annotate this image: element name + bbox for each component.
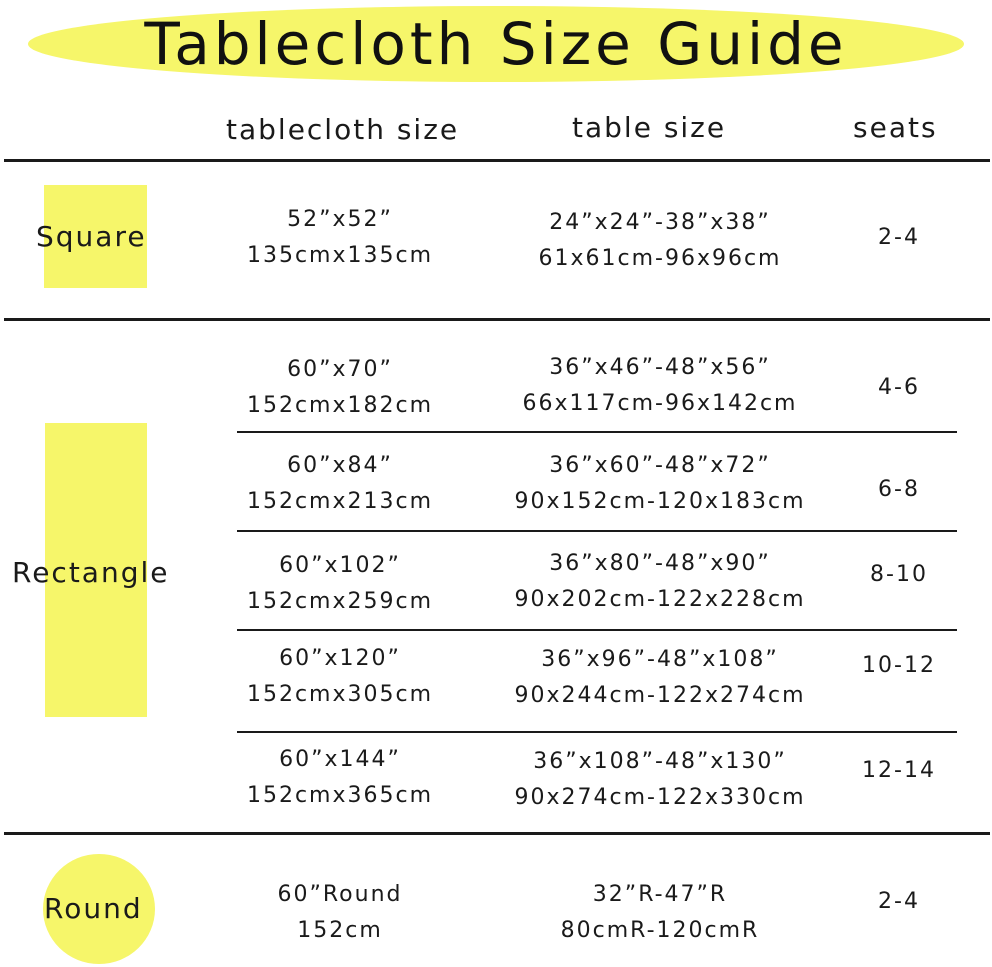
seats-value: 4-6 (878, 375, 920, 400)
table-row (200, 352, 480, 424)
tablecloth-size-cm: 152cmx213cm (246, 489, 434, 514)
table-row (200, 202, 480, 274)
section-divider-square (4, 318, 990, 321)
table-row (200, 641, 480, 713)
header-divider (4, 159, 990, 162)
seats-value: 10-12 (862, 653, 936, 678)
tablecloth-size-inches: 52”x52” (287, 207, 393, 232)
tablecloth-size-inches: 60”x120” (279, 646, 401, 671)
table-size-cm: 90x152cm-120x183cm (514, 489, 806, 514)
table-size-cm: 90x202cm-122x228cm (514, 587, 806, 612)
table-size-cm: 80cmR-120cmR (560, 918, 760, 943)
column-header-table-size: table size (572, 111, 727, 144)
table-size-inches: 32”R-47”R (592, 882, 728, 907)
table-size-cm: 66x117cm-96x142cm (522, 391, 798, 416)
table-row (200, 448, 480, 520)
category-round: Round (44, 892, 143, 925)
seats-value: 8-10 (870, 562, 928, 587)
table-size-inches: 36”x96”-48”x108” (541, 647, 779, 672)
tablecloth-size-inches: 60”x144” (279, 747, 401, 772)
section-divider-rectangle (4, 832, 990, 835)
row-divider (237, 629, 957, 631)
table-row (200, 548, 480, 620)
table-size-cm: 90x274cm-122x330cm (514, 785, 806, 810)
seats-value: 2-4 (878, 225, 920, 250)
tablecloth-size-inches: 60”x70” (287, 357, 393, 382)
tablecloth-size-inches: 60”Round (277, 882, 403, 907)
category-square: Square (36, 220, 147, 253)
tablecloth-size-inches: 60”x102” (279, 553, 401, 578)
tablecloth-size-cm: 135cmx135cm (246, 243, 434, 268)
tablecloth-size-cm: 152cmx182cm (246, 393, 434, 418)
table-size-inches: 36”x46”-48”x56” (549, 355, 771, 380)
table-row (480, 877, 840, 949)
table-size-inches: 36”x60”-48”x72” (549, 453, 771, 478)
tablecloth-size-inches: 60”x84” (287, 453, 393, 478)
table-size-inches: 24”x24”-38”x38” (549, 210, 771, 235)
row-divider (237, 530, 957, 532)
category-rectangle: Rectangle (12, 556, 170, 589)
table-size-cm: 90x244cm-122x274cm (514, 683, 806, 708)
column-header-tablecloth-size: tablecloth size (226, 113, 460, 146)
seats-value: 6-8 (878, 477, 920, 502)
table-row (480, 744, 840, 816)
row-divider (237, 431, 957, 433)
table-row (200, 742, 480, 814)
table-row (480, 546, 840, 618)
table-size-inches: 36”x80”-48”x90” (549, 551, 771, 576)
page-title: Tablecloth Size Guide (144, 10, 848, 78)
table-size-inches: 36”x108”-48”x130” (533, 749, 787, 774)
tablecloth-size-cm: 152cmx259cm (246, 589, 434, 614)
tablecloth-size-cm: 152cm (297, 918, 383, 943)
seats-value: 12-14 (862, 758, 936, 783)
table-row (200, 877, 480, 949)
tablecloth-size-cm: 152cmx305cm (246, 682, 434, 707)
table-row (480, 350, 840, 422)
seats-value: 2-4 (878, 889, 920, 914)
table-row (480, 205, 840, 277)
row-divider (237, 731, 957, 733)
table-row (480, 448, 840, 520)
table-size-cm: 61x61cm-96x96cm (538, 246, 782, 271)
column-header-seats: seats (853, 111, 938, 144)
table-row (480, 642, 840, 714)
tablecloth-size-cm: 152cmx365cm (246, 783, 434, 808)
